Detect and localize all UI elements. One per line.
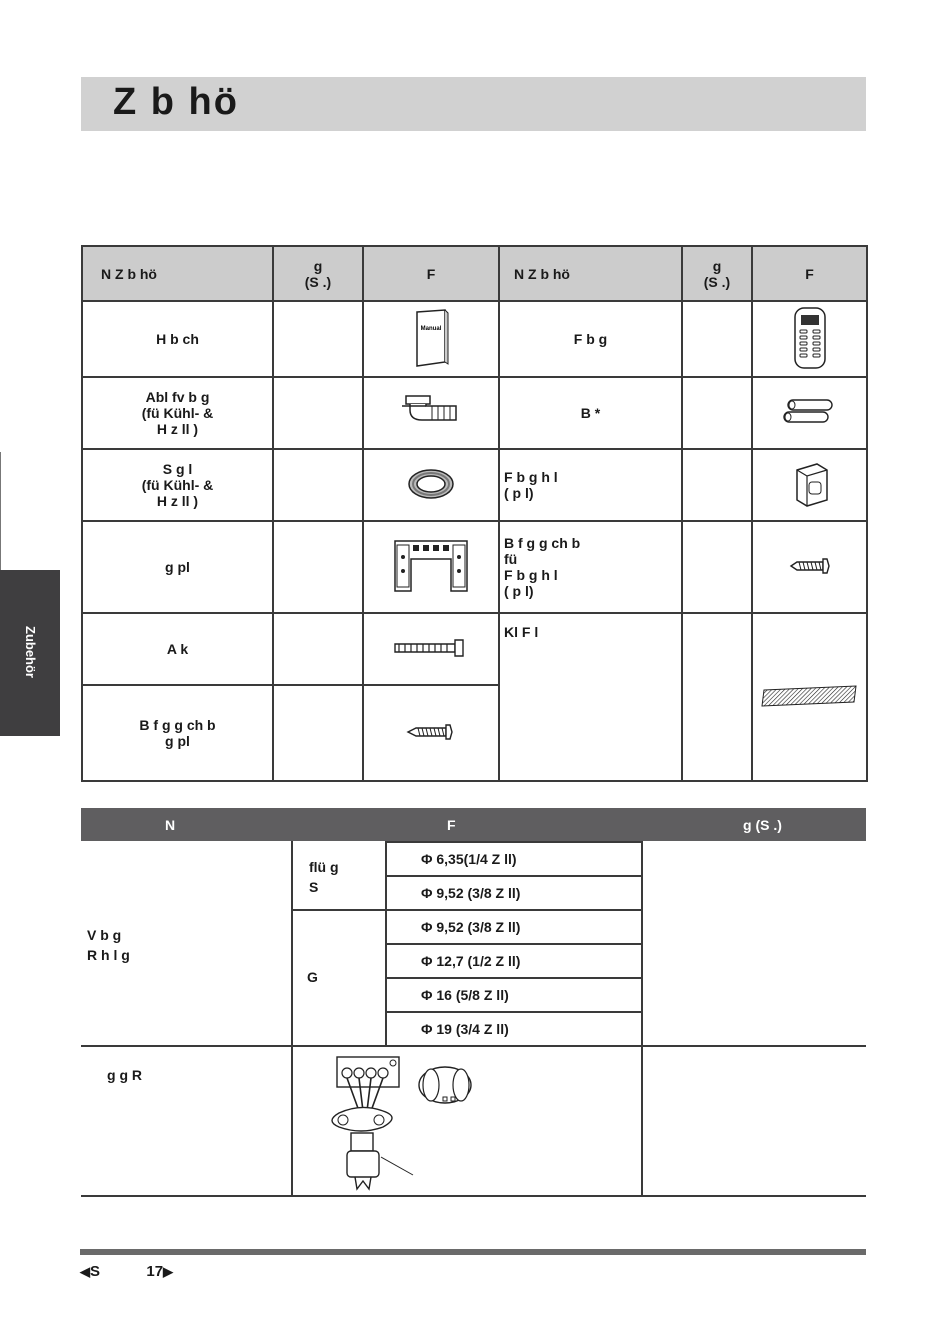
item-name: Kl F l	[499, 613, 682, 781]
mounting-plate-icon	[363, 521, 499, 613]
side-tab-label: Zubehör	[23, 626, 38, 678]
header-qty: g (S .)	[743, 817, 782, 833]
item-qty	[273, 301, 363, 377]
item-name: B f g g ch b fü F b g h l ( p l)	[499, 521, 682, 613]
size-value: Φ 9,52 (3/8 Z ll)	[421, 885, 521, 901]
footer-section: S	[90, 1263, 101, 1280]
item-name: F b g h l ( p l)	[499, 449, 682, 521]
size-value: Φ 9,52 (3/8 Z ll)	[421, 919, 521, 935]
drain-joint-icon	[363, 377, 499, 449]
header-name: N	[165, 817, 176, 833]
accessories-table	[81, 245, 868, 782]
pipe-label: V b g R h l g	[87, 927, 130, 963]
item-name: S g l (fü Kühl- & H z ll )	[82, 449, 273, 521]
screw-icon	[363, 685, 499, 781]
item-name: B *	[499, 377, 682, 449]
remote-holder-icon	[752, 449, 867, 521]
next-page-icon[interactable]: ▶	[163, 1264, 174, 1279]
remote-control-icon	[752, 301, 867, 377]
size-value: Φ 19 (3/4 Z ll)	[421, 1021, 509, 1037]
batteries-icon	[752, 377, 867, 449]
header-form: F	[447, 817, 456, 833]
header-form-left: F	[363, 246, 499, 301]
header-name-right: N Z b hö	[499, 246, 682, 301]
liquid-label: flü g S	[309, 859, 339, 895]
page-number: 17	[146, 1263, 164, 1280]
item-qty	[682, 449, 752, 521]
manual-text: Manual	[420, 325, 442, 332]
header-qty-left: g (S .)	[273, 246, 363, 301]
item-qty	[682, 377, 752, 449]
gas-label: G	[307, 969, 318, 985]
item-qty	[273, 685, 363, 781]
magnetic-ring-label: g g R	[107, 1067, 142, 1083]
screw-icon	[752, 521, 867, 613]
item-name: A k	[82, 613, 273, 685]
header-form-right: F	[752, 246, 867, 301]
title-bar	[81, 77, 866, 131]
item-name: B f g g ch b g pl	[82, 685, 273, 781]
size-value: Φ 16 (5/8 Z ll)	[421, 987, 509, 1003]
item-qty	[682, 301, 752, 377]
item-qty	[682, 521, 752, 613]
item-name: g pl	[82, 521, 273, 613]
prev-page-icon[interactable]: ◀	[80, 1264, 90, 1279]
item-qty	[273, 521, 363, 613]
item-qty	[273, 377, 363, 449]
size-value: Φ 6,35(1/4 Z ll)	[421, 851, 517, 867]
item-name: H b ch	[82, 301, 273, 377]
magnetic-ring-icon	[321, 1051, 501, 1193]
item-qty	[682, 613, 752, 781]
filter-icon	[752, 613, 867, 781]
manual-icon	[363, 301, 499, 377]
pipe-table-header	[81, 808, 866, 841]
pipe-table	[81, 841, 866, 1199]
anchor-icon	[363, 613, 499, 685]
item-name: Abl fv b g (fü Kühl- & H z ll )	[82, 377, 273, 449]
side-tab[interactable]	[0, 570, 60, 736]
item-qty	[273, 449, 363, 521]
item-name: F b g	[499, 301, 682, 377]
size-value: Φ 12,7 (1/2 Z ll)	[421, 953, 521, 969]
page-title: Z b hö	[113, 81, 239, 123]
header-name-left: N Z b hö	[82, 246, 273, 301]
side-divider	[0, 452, 1, 570]
footer-rule	[80, 1249, 866, 1255]
seal-ring-icon	[363, 449, 499, 521]
item-qty	[273, 613, 363, 685]
header-qty-right: g (S .)	[682, 246, 752, 301]
footer-nav	[80, 1263, 173, 1280]
